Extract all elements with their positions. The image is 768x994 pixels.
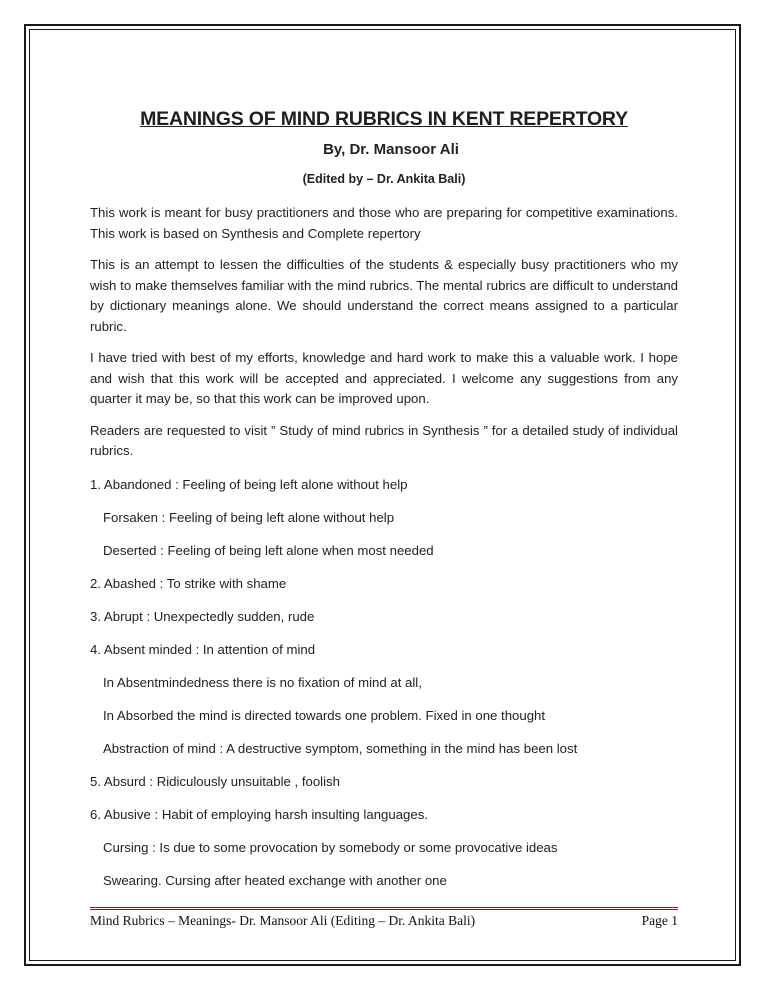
- rubric-list: [90, 475, 678, 904]
- page-number: Page 1: [641, 913, 678, 928]
- rubric-subitem: Forsaken : Feeling of being left alone without help: [103, 509, 395, 525]
- intro-paragraph: This work is meant for busy practitioners and those who are preparing for competitive examinations. This work is based on Synthesis and Complete repertory: [90, 205, 678, 241]
- rubric-item: 4. Absent minded : In attention of mind: [90, 641, 316, 657]
- rubric-subitem: In Absorbed the mind is directed towards one problem. Fixed in one thought: [103, 707, 546, 723]
- intro-paragraph: I have tried with best of my efforts, knowledge and hard work to make this a valuable work. I hope and wish that this work will be accepted and appreciated. I welcome any suggestions from any quarter it may be, so that this work can be improved upon.: [90, 350, 678, 406]
- rubric-item: 6. Abusive : Habit of employing harsh insulting languages.: [90, 806, 428, 822]
- intro-paragraph: This is an attempt to lessen the difficulties of the students & especially busy practitioners who my wish to make themselves familiar with the mind rubrics. The mental rubrics are difficult to understand by dictionary meanings alone. We should understand the correct means assigned to a particular rubric.: [90, 257, 678, 334]
- footer-title: Mind Rubrics – Meanings- Dr. Mansoor Ali (Editing – Dr. Ankita Bali): [90, 913, 476, 928]
- rubric-item: 3. Abrupt : Unexpectedly sudden, rude: [90, 608, 315, 624]
- intro-paragraph: Readers are requested to visit ” Study of mind rubrics in Synthesis ” for a detailed study of individual rubrics.: [90, 422, 678, 458]
- rubric-item: 1. Abandoned : Feeling of being left alone without help: [90, 476, 408, 492]
- rubric-subitem: Abstraction of mind : A destructive symptom, something in the mind has been lost: [103, 740, 578, 756]
- author-byline: By, Dr. Mansoor Ali: [323, 141, 459, 158]
- editor-line: (Edited by – Dr. Ankita Bali): [302, 172, 466, 186]
- page-footer: [90, 907, 678, 929]
- rubric-subitem: Swearing. Cursing after heated exchange with another one: [103, 872, 447, 888]
- rubric-subitem: Cursing : Is due to some provocation by somebody or some provocative ideas: [103, 839, 558, 855]
- rubric-item: 5. Absurd : Ridiculously unsuitable , foolish: [90, 773, 340, 789]
- rubric-subitem: In Absentmindedness there is no fixation of mind at all,: [103, 674, 422, 690]
- document-title: MEANINGS OF MIND RUBRICS IN KENT REPERTORY: [140, 108, 628, 130]
- rubric-subitem: Deserted : Feeling of being left alone when most needed: [103, 542, 434, 558]
- page-content: [90, 108, 678, 904]
- rubric-item: 2. Abashed : To strike with shame: [90, 575, 287, 591]
